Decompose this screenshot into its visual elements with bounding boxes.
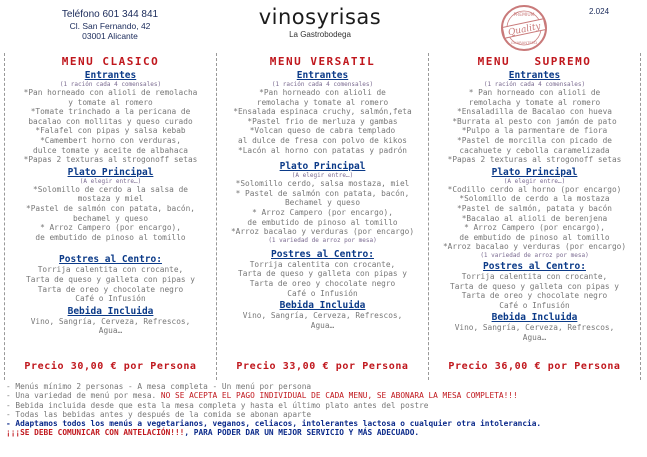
entrantes-list <box>432 88 637 165</box>
list-item: *Falafel con pipas y salsa kebab <box>35 126 186 136</box>
menu-clasico <box>4 53 217 380</box>
menu-versatil <box>216 53 429 380</box>
header <box>0 0 647 52</box>
list-item: *Volcan queso de cabra templado <box>249 126 396 136</box>
postres-list <box>432 272 637 310</box>
list-item: y tomate al romero <box>68 97 153 107</box>
list-item: *Papas 2 texturas al strogonoff setas <box>447 155 622 165</box>
note-variety <box>6 391 641 400</box>
list-item: Torrija calentita con crocante, <box>461 271 608 281</box>
list-item: Tarta de oreo y chocolate negro <box>249 278 396 288</box>
principal-list <box>220 179 425 244</box>
list-item: mostaza y miel <box>77 194 144 204</box>
list-item: de embutido de pinoso al tomillo <box>459 232 610 242</box>
list-item: *Ensalada espinaca cruchy, salmón,feta <box>233 107 412 117</box>
city-address: 03001 Alicante <box>82 31 138 41</box>
entrantes-note: (1 ración cada 4 comensales) <box>483 81 586 88</box>
principal-list <box>8 185 213 243</box>
list-item: al dulce de fresa con polvo de kikos <box>238 135 407 145</box>
phone-number: Teléfono 601 344 841 <box>61 9 159 20</box>
list-item: *Pastel de salmón, patata y bacón <box>457 203 612 213</box>
menu-title: MENU SUPREMO <box>477 55 592 68</box>
note-advance-warning: ¡¡¡SE DEBE COMUNICAR CON ANTELACIÓN!!! <box>6 428 185 438</box>
brand-subtitle: La Gastrobodega <box>289 30 351 39</box>
note-advance <box>6 428 641 437</box>
list-item: Tarta de queso y galleta con pipas y <box>450 281 619 291</box>
note-advance-text: , PARA PODER DAR UN MEJOR SERVICIO Y MÁS ADECUADO. <box>184 428 420 438</box>
menus-row <box>4 53 640 380</box>
list-item: bechamel y queso <box>72 213 149 223</box>
postres-list <box>220 260 425 298</box>
list-item: *Solomillo de cerdo a la salsa de <box>33 184 188 194</box>
bebida-list <box>8 317 213 336</box>
list-item: Tarta de oreo y chocolate negro <box>37 284 184 294</box>
list-item: *Ensaladilla de Bacalao con hueva <box>457 107 612 117</box>
list-item: *Burrata al pesto con jamón de pato <box>452 116 617 126</box>
postres-heading: Postres al Centro: <box>271 248 374 260</box>
principal-note: (A elegir entre…) <box>503 177 566 185</box>
list-item: *Arroz bacalao y verduras (por encargo) <box>230 227 415 237</box>
seal-top-text: PREMIUM <box>513 13 535 18</box>
menu-price: Precio 30,00 € por Persona <box>24 361 197 372</box>
entrantes-heading: Entrantes <box>296 70 349 81</box>
list-item: Café o Infusión <box>499 300 570 310</box>
street-address: Cl. San Fernando, 42 <box>69 21 151 31</box>
list-item: Vino, Sangría, Cerveza, Refrescos, <box>454 323 615 333</box>
list-item: Vino, Sangría, Cerveza, Refrescos, <box>242 311 403 321</box>
note-payment-warning: NO SE ACEPTA EL PAGO INDIVIDUAL DE CADA MENU, SE ABONARA LA MESA COMPLETA!!! <box>156 391 518 401</box>
brand-name: vinosyrisas <box>258 5 382 29</box>
entrantes-heading: Entrantes <box>508 70 561 81</box>
list-item: Torrija calentita con crocante, <box>37 265 184 275</box>
list-item: *Pulpo a la parmentare de fiora <box>461 126 608 136</box>
postres-list <box>8 265 213 303</box>
quality-seal-icon <box>499 3 549 53</box>
bebida-heading: Bebida Incluida <box>491 312 578 324</box>
list-item: Café o Infusión <box>75 294 146 304</box>
bebida-heading: Bebida Incluida <box>279 300 366 312</box>
menu-price: Precio 36,00 € por Persona <box>448 361 621 372</box>
list-item: (1 variedad de arroz por mesa) <box>480 251 589 259</box>
list-item: *Tomate trinchado a la pericana de <box>30 107 191 117</box>
list-item: Café o Infusión <box>287 288 358 298</box>
postres-heading: Postres al Centro: <box>483 260 586 272</box>
list-item: (1 variedad de arroz por mesa) <box>268 236 377 244</box>
list-item: remolacha y tomate al romero <box>256 97 389 107</box>
list-item: Vino, Sangría, Cerveza, Refrescos, <box>30 316 191 326</box>
list-item: *Papas 2 texturas al strogonoff setas <box>23 155 198 165</box>
list-item: bacalao con mollitas y queso curado <box>28 116 193 126</box>
list-item: *Codillo cerdo al horno (por encargo) <box>447 184 622 194</box>
seal-mid-text: Quality <box>507 21 542 39</box>
list-item: * Arroz Campero (por encargo), <box>252 207 393 217</box>
list-item: *Camembert horno con verduras, <box>40 135 181 145</box>
list-item: * Pan horneado con alioli de <box>468 88 601 97</box>
year-label: 2.024 <box>589 7 610 16</box>
list-item: Torrija calentita con crocante, <box>249 259 396 269</box>
postres-heading: Postres al Centro: <box>59 254 162 266</box>
list-item: cacahuete y cebolla caramelizada <box>459 145 610 155</box>
entrantes-note: (1 ración cada 4 comensales) <box>271 81 374 88</box>
list-item: de embutido de pinoso al tomillo <box>35 232 186 242</box>
list-item: dulce tomate y aceite de albahaca <box>33 145 188 155</box>
menu-supremo <box>428 53 641 380</box>
entrantes-list <box>8 88 213 165</box>
list-item: *Pan horneado con alioli de remolacha <box>23 88 198 97</box>
note-dietary: - Adaptamos todos los menús a vegetarianos, veganos, celiacos, intolerantes lactosa o cualquier otra intolerancia. <box>6 419 542 429</box>
list-item: *Arroz bacalao y verduras (por encargo) <box>442 242 627 252</box>
list-item: Tarta de queso y galleta con pipas y <box>26 274 195 284</box>
entrantes-heading: Entrantes <box>84 70 137 81</box>
list-item: *Solomillo de cerdo a la mostaza <box>459 194 610 204</box>
principal-heading: Plato Principal <box>279 161 366 173</box>
list-item: Tarta de oreo y chocolate negro <box>461 291 608 301</box>
bebida-list <box>220 311 425 330</box>
principal-note: (A elegir entre…) <box>291 172 354 180</box>
brand-logo <box>255 4 385 40</box>
list-item: *Lacón al horno con patatas y padrón <box>238 145 407 155</box>
menu-title: MENU CLASICO <box>61 55 160 68</box>
principal-heading: Plato Principal <box>67 166 154 178</box>
note-drinks-included: - Bebida incluida desde que esta la mesa completa y hasta el último plato antes del postre <box>6 400 429 410</box>
list-item: *Bacalao al alioli de berenjena <box>461 213 608 223</box>
entrantes-list <box>220 88 425 155</box>
contact-info <box>40 9 180 41</box>
list-item: * Pastel de salmón con patata, bacón, <box>235 188 410 198</box>
seal-bottom-text: GUARANTEED <box>510 40 538 45</box>
entrantes-note: (1 ración cada 4 comensales) <box>59 81 162 88</box>
list-item: *Solomillo cerdo, salsa mostaza, miel <box>235 179 410 189</box>
principal-heading: Plato Principal <box>491 166 578 178</box>
list-item: * Arroz Campero (por encargo), <box>40 223 181 233</box>
footer-notes <box>6 382 641 438</box>
list-item: *Pan horneado con alioli de <box>259 88 386 97</box>
menu-price: Precio 33,00 € por Persona <box>236 361 409 372</box>
bebida-heading: Bebida Incluida <box>67 305 154 317</box>
list-item: *Pastel de morcilla con picado de <box>457 135 612 145</box>
list-item: de embutido de pinoso al tomillo <box>247 217 398 227</box>
list-item: Agua… <box>522 332 547 342</box>
list-item: Agua… <box>98 326 123 336</box>
menu-title: MENU VERSATIL <box>269 55 376 68</box>
principal-list <box>432 185 637 259</box>
note-variety-text: - Una variedad de menú por mesa. <box>6 391 157 401</box>
list-item: Agua… <box>310 320 335 330</box>
list-item: * Arroz Campero (por encargo), <box>464 223 605 233</box>
list-item: remolacha y tomate al romero <box>468 97 601 107</box>
list-item: Bechamel y queso <box>284 198 361 208</box>
list-item: *Pastel frio de merluza y gambas <box>247 116 398 126</box>
list-item: *Pastel de salmón con patata, bacón, <box>26 203 195 213</box>
list-item: Tarta de queso y galleta con pipas y <box>238 269 407 279</box>
principal-note: (A elegir entre…) <box>79 177 142 185</box>
bebida-list <box>432 323 637 342</box>
note-drinks-extra: - Todas las bebidas antes y después de la comida se abonan aparte <box>6 409 312 419</box>
note-minimum: - Menús mínimo 2 personas - A mesa completa - Un menú por persona <box>6 382 312 391</box>
